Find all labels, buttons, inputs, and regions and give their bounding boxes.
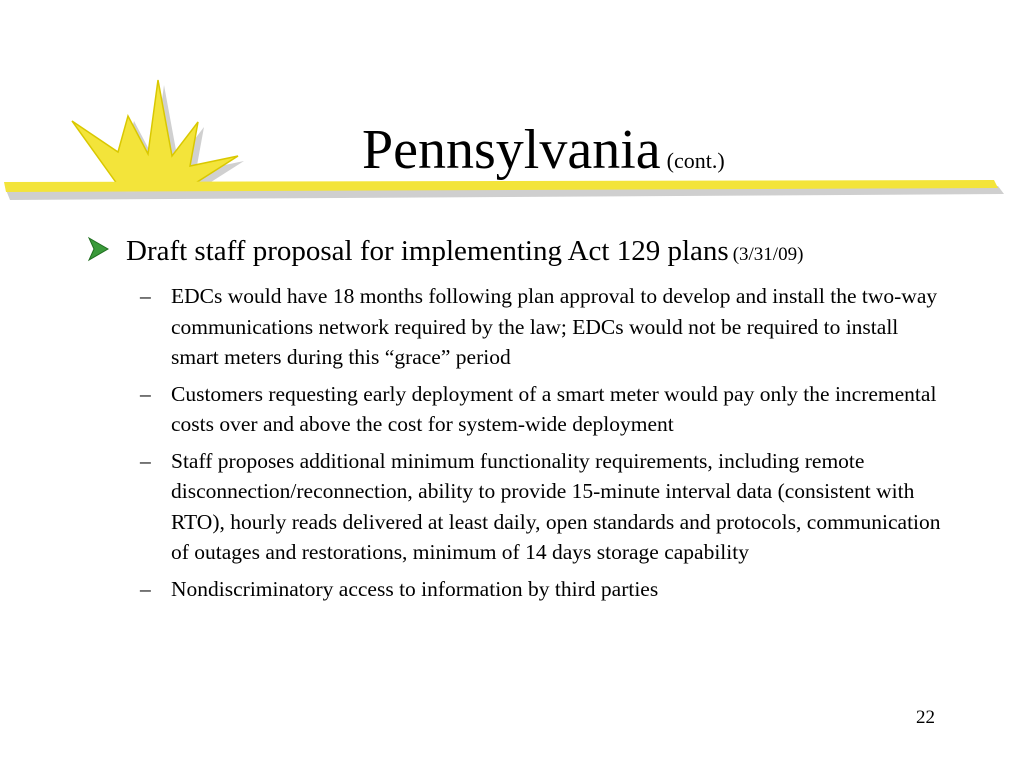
page-number: 22 (916, 707, 935, 728)
slide-title (362, 119, 725, 181)
dash-marker: – (140, 284, 151, 308)
sub-bullet-text: Staff proposes additional minimum functionality requirements, including remote disconnection/reconnection, ability to provide 15-minute interval data (consistent with RTO), hourly reads delivered at least daily, open standards and protocols, communication of outages and restorations, minimum of 14 days storage capability (171, 448, 941, 564)
dash-marker: – (140, 448, 151, 473)
main-bullet-date: (3/31/09) (732, 244, 804, 265)
arrow-bullet-icon (86, 236, 112, 262)
sub-bullet-text: EDCs would have 18 months following plan approval to develop and install the two-way communications network required by the law; EDCs would not be required to install smart meters during this “grace” period (171, 284, 938, 369)
sub-bullet-item (140, 446, 950, 568)
sub-bullet-list (140, 281, 950, 610)
sub-bullet-text: Nondiscriminatory access to information by third parties (171, 576, 659, 601)
title-suffix: (cont.) (666, 148, 725, 173)
dash-marker: – (140, 381, 151, 406)
sub-bullet-item (140, 281, 950, 373)
sub-bullet-text: Customers requesting early deployment of a smart meter would pay only the incremental costs over and above the cost for system-wide deployment (171, 381, 937, 436)
title-text: Pennsylvania (362, 119, 661, 181)
main-bullet-text: Draft staff proposal for implementing Act 129 plans (126, 235, 729, 267)
dash-marker: – (140, 576, 151, 601)
sub-bullet-item (140, 574, 950, 605)
sub-bullet-item (140, 379, 950, 440)
